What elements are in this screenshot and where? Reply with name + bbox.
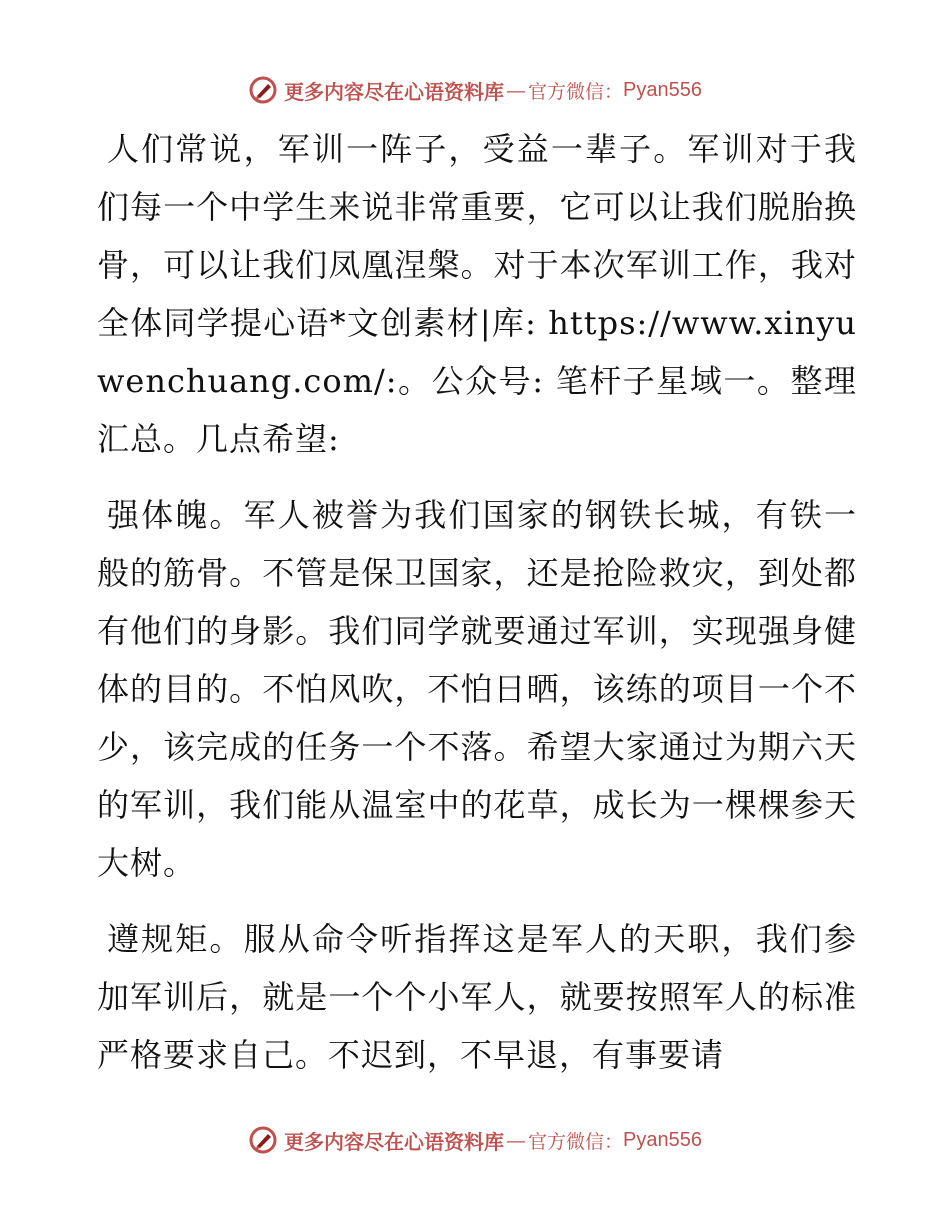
paragraph-intro: 人们常说，军训一阵子，受益一辈子。军训对于我们每一个中学生来说非常重要，它可以让我们脱胎换骨，可以让我们凤凰涅槃。对于本次军训工作，我对全体同学提心语*文创素材|库: https://www.xinyuwenchuang.com/:。公众号: 笔杆子星域一。整理汇总。几点希望: bbox=[97, 130, 857, 458]
pen-logo-icon bbox=[248, 75, 278, 105]
paragraph-strengthen-body: 强体魄。军人被誉为我们国家的钢铁长城，有铁一般的筋骨。不管是保卫国家，还是抢险救灾，到处都有他们的身影。我们同学就要通过军训，实现强身健体的目的。不怕风吹，不怕日晒，该练的项目一个不少，该完成的任务一个不落。希望大家通过为期六天的军训，我们能从温室中的花草，成长为一棵棵参天大树。 bbox=[97, 496, 857, 882]
banner-wechat-id: Pyan556 bbox=[623, 78, 702, 101]
banner-dash: — bbox=[506, 78, 526, 102]
pen-logo-icon bbox=[248, 1125, 278, 1155]
banner-main-text: 更多内容尽在心语资料库 bbox=[284, 79, 504, 104]
banner-main-text: 更多内容尽在心语资料库 bbox=[284, 1129, 504, 1154]
paragraph-follow-rules: 遵规矩。服从命令听指挥这是军人的天职，我们参加军训后，就是一个个小军人，就要按照军人的标准严格要求自己。不迟到，不早退，有事要请 bbox=[97, 920, 857, 1074]
banner-dash: — bbox=[506, 1128, 526, 1152]
header-banner bbox=[0, 72, 950, 108]
document-body bbox=[97, 120, 857, 1102]
banner-wechat-id: Pyan556 bbox=[623, 1128, 702, 1151]
banner-wechat-label: 官方微信： bbox=[528, 1130, 624, 1153]
footer-banner bbox=[0, 1122, 950, 1158]
banner-wechat-label: 官方微信： bbox=[528, 80, 624, 103]
